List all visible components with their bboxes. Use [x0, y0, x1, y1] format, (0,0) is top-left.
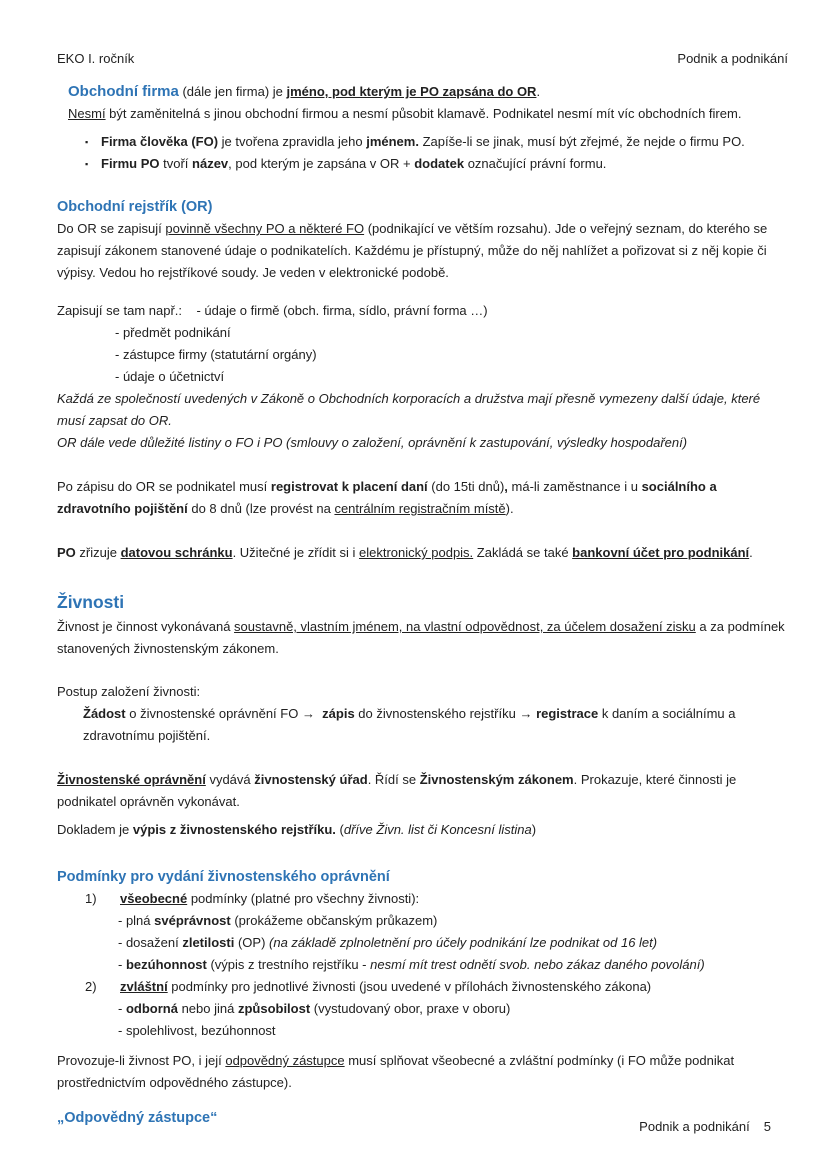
- zapisuji-item: - předmět podnikání: [115, 325, 231, 340]
- para-po-zapisu: Po zápisu do OR se podnikatel musí registrovat k placení daní (do 15ti dnů), má-li zaměstnance i u sociálního a zdravotního pojištění do 8 dnů (lze provést na centrálním registračním místě).: [57, 479, 717, 516]
- para-obchodni-rejstrik: Do OR se zapisují povinně všechny PO a některé FO (podnikající ve větším rozsahu). Jde o veřejný seznam, do kterého se zapisují zákonem stanovené údaje o podnikatelích. Každému je přístupný, může do něj nahlížet a pořizovat si z něj kopie či výpisy. Vedou ho rejstříkové soudy. Je veden v elektronické podobě.: [57, 221, 768, 280]
- bullet-square-marker: ▪: [85, 137, 89, 147]
- heading-odpovedny-zastupce: „Odpovědný zástupce“: [57, 1110, 218, 1126]
- page-header: [57, 48, 788, 70]
- footer-page-number: 5: [763, 1119, 771, 1134]
- para-postup-label: Postup založení živnosti:: [57, 684, 201, 699]
- para-or-dale-vede: OR dále vede důležité listiny o FO i PO (smlouvy o založení, oprávnění k zastupování, výsledky hospodaření): [57, 435, 688, 450]
- para-obchodni-firma-line1: Obchodní firma (dále jen firma) je jméno, pod kterým je PO zapsána do OR.: [68, 83, 541, 100]
- numbered-item-marker: 1): [85, 891, 97, 906]
- zapisuji-label-line: Zapisují se tam např.: - údaje o firmě (obch. firma, sídlo, právní forma …): [57, 303, 488, 318]
- para-kazda-ze-spolecnosti: Každá ze společností uvedených v Zákoně o Obchodních korporacích a družstva mají přesně vymezeny další údaje, které musí zapsat do OR.: [57, 391, 761, 428]
- bullet-item-text: Firmu PO tvoří název, pod kterým je zapsána v OR + dodatek označující právní formu.: [101, 156, 607, 171]
- page-footer: [639, 1116, 771, 1138]
- numbered-item-2: [85, 976, 788, 998]
- heading-zivnosti: Živnosti: [57, 592, 125, 612]
- header-left-label: EKO I. ročník: [57, 51, 135, 66]
- para-zivnost-definice: Živnost je činnost vykonávaná soustavně, vlastním jménem, na vlastní odpovědnost, za účelem dosažení zisku a za podmínek stanovených živnostenským zákonem.: [57, 619, 785, 656]
- sub-item-bezuhonnost: - bezúhonnost (výpis z trestního rejstříku - nesmí mít trest odnětí svob. nebo zákaz daného povolání): [118, 957, 705, 972]
- heading-obchodni-rejstrik: Obchodní rejstřík (OR): [57, 199, 213, 215]
- bullet-list: [57, 131, 788, 175]
- para-postup-zalozeni: Žádost o živnostenské oprávnění FO → zápis do živnostenského rejstříku → registrace k daním a sociálnímu a zdravotnímu pojištění.: [83, 706, 736, 743]
- para-po-zrizuje: PO zřizuje datovou schránku. Užitečné je zřídit si i elektronický podpis. Zakládá se také bankovní účet pro podnikání.: [57, 545, 753, 560]
- bullet-square-marker: ▪: [85, 159, 89, 169]
- para-provozuje-li: Provozuje-li živnost PO, i její odpovědný zástupce musí splňovat všeobecné a zvláštní podmínky (i FO může podnikat prostřednictvím odpovědného zástupce).: [57, 1053, 735, 1090]
- sub-item-odborna: - odborná nebo jiná způsobilost (vystudovaný obor, praxe v oboru): [118, 1001, 511, 1016]
- bullet-item-firmu-po: [85, 153, 788, 175]
- numbered-item-text: zvláštní podmínky pro jednotlivé živnosti (jsou uvedené v přílohách živnostenského zákona): [120, 979, 652, 994]
- zapisuji-item: - zástupce firmy (statutární orgány): [115, 347, 317, 362]
- para-zivnostenske-opravneni: Živnostenské oprávnění vydává živnostenský úřad. Řídí se Živnostenským zákonem. Prokazuje, které činnosti je podnikatel oprávněn vykonávat.: [57, 772, 737, 809]
- header-right-label: Podnik a podnikání: [677, 51, 788, 66]
- bullet-item-text: Firma člověka (FO) je tvořena zpravidla jeho jménem. Zapíše-li se jinak, musí být zřejmé, že nejde o firmu PO.: [101, 134, 745, 149]
- footer-title: Podnik a podnikání: [639, 1119, 750, 1134]
- sub-item-spolehlivost: - spolehlivost, bezúhonnost: [118, 1023, 276, 1038]
- numbered-item-text: všeobecné podmínky (platné pro všechny živnosti):: [120, 891, 420, 906]
- zapisuji-block: [57, 300, 788, 388]
- heading-podminky: Podmínky pro vydání živnostenského oprávnění: [57, 869, 390, 885]
- zapisuji-item: - údaje o účetnictví: [115, 369, 225, 384]
- numbered-item-marker: 2): [85, 979, 97, 994]
- para-dokladem: Dokladem je výpis z živnostenského rejstříku. (dříve Živn. list či Koncesní listina): [57, 822, 537, 837]
- para-obchodni-firma-line2: Nesmí být zaměnitelná s jinou obchodní firmou a nesmí působit klamavě. Podnikatel nesmí mít víc obchodních firem.: [68, 106, 742, 121]
- sub-item-svepravnost: - plná svéprávnost (prokážeme občanským průkazem): [118, 913, 438, 928]
- sub-item-zletilost: - dosažení zletilosti (OP) (na základě zplnoletnění pro účely podnikání lze podnikat od 16 let): [118, 935, 658, 950]
- numbered-item-1: [85, 888, 788, 910]
- bullet-item-firma-cloveka: [85, 131, 788, 153]
